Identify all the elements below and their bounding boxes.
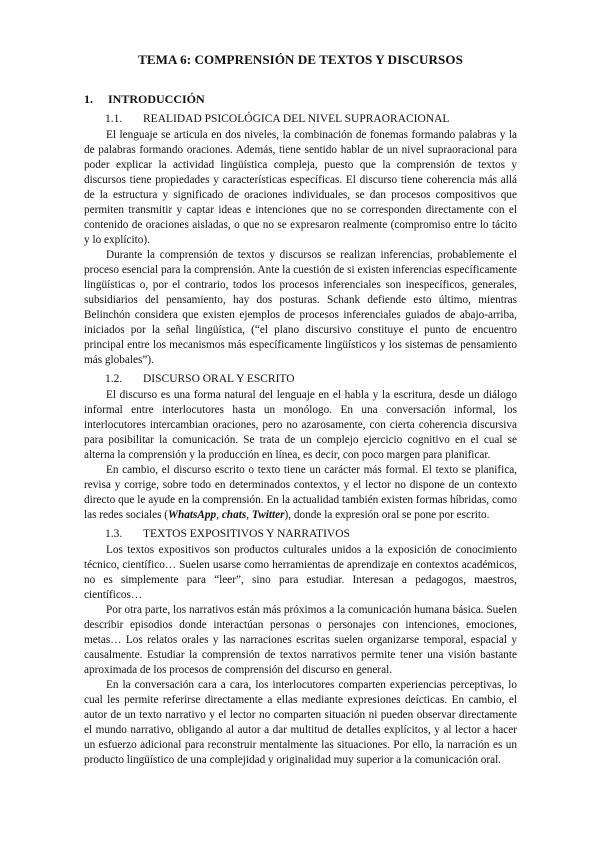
page-title: TEMA 6: COMPRENSIÓN DE TEXTOS Y DISCURSOS <box>138 52 463 67</box>
text-run: , <box>246 509 252 521</box>
paragraph: Durante la comprensión de textos y discursos se realizan inferencias, probablemente el proceso esencial para la comprensión. Ante la cuestión de si existen inferencias específicamente lingüísticas o, por el contrario, todos los procesos inferenciales son inespecíficos, generales, subsidiarios del pensamiento, hay dos posturas. Schank defiende esto último, mientras Belinchón considera que existen ejemplos de procesos inferenciales guiados de abajo-arriba, iniciados por la señal lingüística, (“el plano discursivo constituye el punto de encuentro principal entre los mecanismos más específicamente lingüísticos y los sistemas de pensamiento más globales”). <box>84 249 517 366</box>
section-label: INTRODUCCIÓN <box>108 92 205 106</box>
paragraph-mixed <box>84 463 517 523</box>
paragraph: Por otra parte, los narrativos están más próximos a la comunicación humana básica. Suelen describir episodios donde interactúan personas o personajes con intenciones, emociones, metas… Los relatos orales y las narraciones escritas suelen organizarse temporal, espacial y causalmente. Estudiar la comprensión de textos narrativos permite tener una visión bastante aproximada de los procesos de comprensión del discurso en general. <box>84 604 517 676</box>
italic-term: Twitter <box>251 509 285 521</box>
text-run: , <box>216 509 222 521</box>
subsection-label: DISCURSO ORAL Y ESCRITO <box>143 373 295 385</box>
paragraph: El lenguaje se articula en dos niveles, la combinación de fonemas formando palabras y la de palabras formando oraciones. Además, tiene sentido hablar de un nivel supraoracional para poder explicar la actividad lingüística compleja, puesto que la comprensión de textos y discursos tiene propiedades y características específicas. El discurso tiene coherencia más allá de la estructura y significado de oraciones individuales, se dan procesos compositivos que permiten transmitir y captar ideas e intenciones que no se corresponden directamente con el contenido de oraciones aisladas, o que no se expresaron realmente (compromiso entre lo tácito y lo explícito). <box>84 129 517 246</box>
paragraph: Los textos expositivos son productos culturales unidos a la exposición de conocimiento técnico, científico… Suelen usarse como herramientas de aprendizaje en contextos académicos, no es simplemente para “leer”, sino para estudiar. Interesan a pedagogos, maestros, científicos… <box>84 544 517 601</box>
paragraph: El discurso es una forma natural del lenguaje en el habla y la escritura, desde un diálogo informal entre interlocutores hasta un monólogo. En una conversación informal, los interlocutores intercambian oraciones, pero no azarosamente, con cierta coherencia discursiva para posibilitar la comunicación. Se trata de un complejo ejercicio cognitivo en el cual se alterna la comprensión y la producción en línea, es decir, con poco margen para planificar. <box>84 389 517 461</box>
subsection-number: 1.3. <box>105 528 123 540</box>
subsection-heading-1-3 <box>105 528 517 540</box>
italic-term: chats <box>221 509 247 521</box>
subsection-label: TEXTOS EXPOSITIVOS Y NARRATIVOS <box>143 528 350 540</box>
subsection-label: REALIDAD PSICOLÓGICA DEL NIVEL SUPRAORACIONAL <box>143 113 450 125</box>
document-page <box>84 52 517 768</box>
subsection-number: 1.1. <box>105 113 123 125</box>
text-run: ), donde la expresión oral se pone por escrito. <box>284 509 490 521</box>
text-run: En cambio, el discurso escrito o texto tiene un carácter más formal. El texto se planifica, revisa y corrige, sobre todo en determinados contextos, y el lector no dispone de un contexto directo que le ayude en la comprensión. En la actualidad también existen formas híbridas, como las redes sociales ( <box>84 464 517 521</box>
subsection-heading-1-2 <box>105 373 517 385</box>
subsection-number: 1.2. <box>105 373 123 385</box>
section-number: 1. <box>84 92 93 106</box>
subsection-heading-1-1 <box>105 113 517 125</box>
section-heading-introduccion <box>84 92 517 107</box>
paragraph: En la conversación cara a cara, los interlocutores comparten experiencias perceptivas, lo cual les permite referirse directamente a ellas mediante expresiones deícticas. En cambio, el autor de un texto narrativo y el lector no comparten situación ni pueden observar directamente el mundo narrativo, obligando al autor a dar multitud de detalles explícitos, y al lector a hacer un esfuerzo adicional para reconstruir mentalmente las situaciones. Por ello, la narración es un producto lingüístico de una complejidad y originalidad muy superior a la comunicación oral. <box>84 679 517 766</box>
italic-term: WhatsApp <box>168 509 217 521</box>
